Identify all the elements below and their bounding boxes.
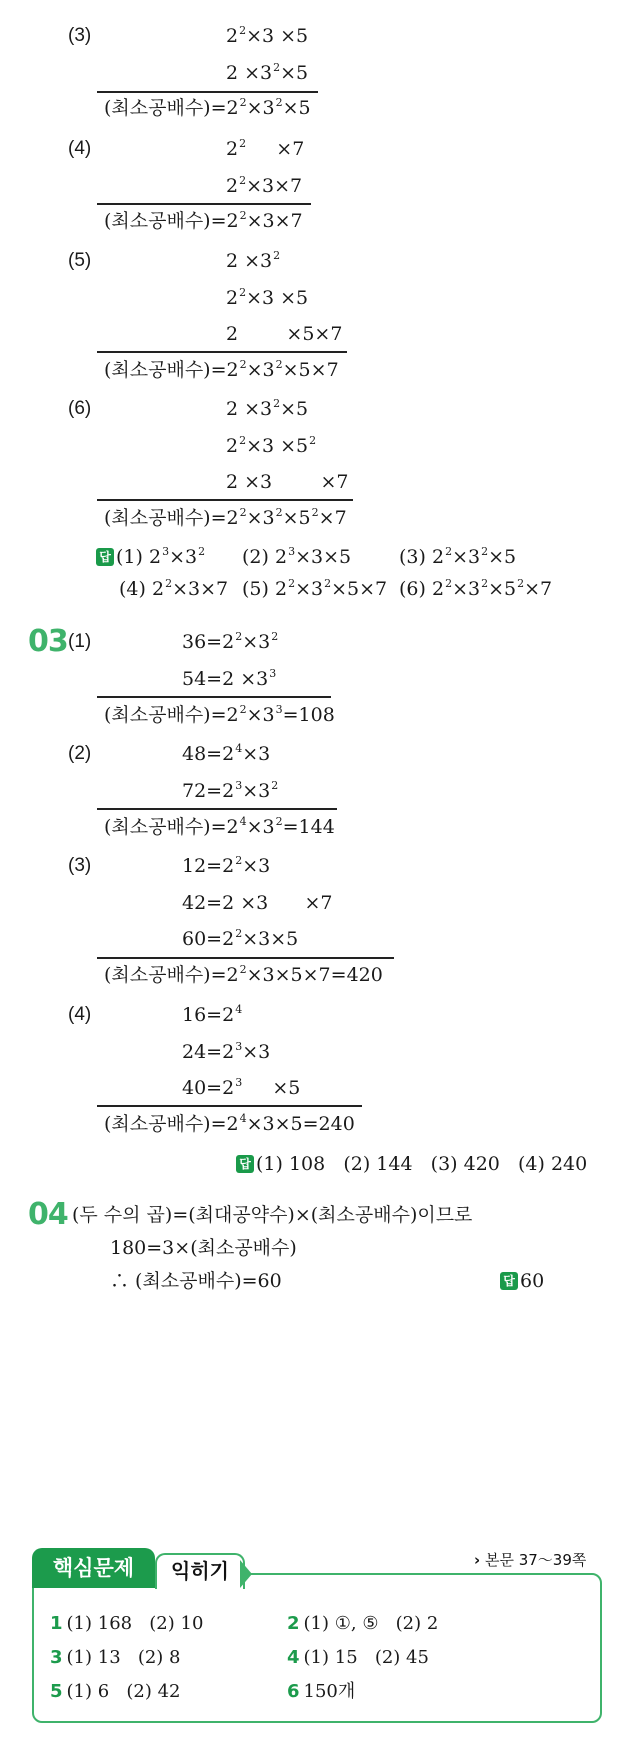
problem-number-03: 03 (28, 624, 68, 659)
factor-row: $24=2^3\times 3$ (182, 1040, 271, 1063)
factor-row: $54=2 \times 3^3$ (182, 667, 277, 690)
core-item-1: 1 (1) 168 (2) 10 (50, 1613, 204, 1634)
answer-badge: 답 (236, 1155, 254, 1173)
factor-row: 2 ×3 ×7 (226, 471, 349, 493)
problem-number-04: 04 (28, 1197, 68, 1232)
page-reference: › 본문 37～39쪽 (474, 1551, 587, 1569)
chevron-right-icon: › (474, 1551, 481, 1569)
tab-arrow-decoration (240, 1560, 252, 1588)
divider-line (97, 351, 347, 353)
part-4-label: (4) (68, 138, 92, 159)
divider-line (97, 957, 394, 959)
answer-row-03: 답 (1) 108 (2) 144 (3) 420 (4) 240 (236, 1152, 587, 1176)
factor-row: $72=2^3\times 3^2$ (182, 779, 279, 802)
answer-badge: 답 (500, 1272, 518, 1290)
lcm-result: (최소공배수)$=2^2\times 3^2\times 5\times 7$ (104, 358, 339, 381)
part-3-label: (3) (68, 25, 92, 46)
part-4-label: (4) (68, 1004, 92, 1025)
factor-row: $60=2^2\times 3\times 5$ (182, 927, 299, 950)
answer-row-02-c: (3) $2^2\times 3^2\times 5$ (399, 545, 517, 568)
answer-row-02-f: (6) $2^2\times 3^2\times 5^2\times 7$ (399, 577, 553, 600)
factor-row: $12=2^2\times 3$ (182, 854, 271, 877)
factor-row: 2 ×5×7 (226, 323, 343, 345)
part-2-label: (2) (68, 743, 92, 764)
answer-row-04: 답 60 (500, 1269, 544, 1293)
factor-row: $2^2\times 3\times 7$ (226, 174, 303, 197)
lcm-result: (최소공배수)$=2^2\times 3^3=108$ (104, 703, 335, 726)
factor-row: $2^2$ ×7 (226, 137, 305, 160)
factor-row: $48=2^4\times 3$ (182, 742, 271, 765)
factor-row: $2 \times 3^2\times 5$ (226, 61, 309, 84)
factor-row: $36=2^2\times 3^2$ (182, 630, 279, 653)
core-problems-tab: 핵심문제 (32, 1548, 155, 1588)
core-problems-subtab: 익히기 (155, 1553, 245, 1589)
problem-04-line-2: 180=3×(최소공배수) (110, 1237, 297, 1259)
divider-line (97, 91, 318, 93)
divider-line (97, 808, 337, 810)
lcm-result: (최소공배수)$=2^4\times 3\times 5=240$ (104, 1112, 355, 1135)
answer-row-02-e: (5) $2^2\times 3^2\times 5\times 7$ (242, 577, 388, 600)
divider-line (97, 696, 331, 698)
answer-row-02-b: (2) $2^3\times 3\times 5$ (242, 545, 352, 568)
problem-04-line-3: ∴ (최소공배수)=60 (110, 1270, 282, 1292)
lcm-result: (최소공배수)$=2^4\times 3^2=144$ (104, 815, 335, 838)
factor-row: 42=2 ×3 ×7 (182, 892, 333, 914)
factor-row: $2^2\times 3 \times 5^2$ (226, 434, 317, 457)
divider-line (97, 203, 311, 205)
lcm-result: (최소공배수)$=2^2\times 3^2\times 5$ (104, 96, 311, 119)
core-item-6: 6 150개 (287, 1681, 356, 1702)
answer-row-02-a: 답 (1) $2^3\times 3^2$ (96, 545, 205, 572)
part-3-label: (3) (68, 855, 92, 876)
core-item-2: 2 (1) ①, ⑤ (2) 2 (287, 1613, 439, 1634)
factor-row: $2 \times 3^2$ (226, 249, 281, 272)
answer-badge: 답 (96, 548, 114, 566)
divider-line (97, 1105, 362, 1107)
answer-row-02-d: (4) $2^2\times 3\times 7$ (119, 577, 229, 600)
lcm-result: (최소공배수)$=2^2\times 3\times 5\times 7=420$ (104, 963, 383, 986)
core-item-5: 5 (1) 6 (2) 42 (50, 1681, 181, 1702)
lcm-result: (최소공배수)$=2^2\times 3\times 7$ (104, 209, 303, 232)
divider-line (97, 499, 353, 501)
core-item-3: 3 (1) 13 (2) 8 (50, 1647, 181, 1668)
factor-row: $16=2^4$ (182, 1003, 243, 1026)
factor-row: $40=2^3$ ×5 (182, 1076, 301, 1099)
lcm-result: (최소공배수)$=2^2\times 3^2\times 5^2\times 7$ (104, 506, 347, 529)
part-5-label: (5) (68, 250, 92, 271)
factor-row: $2^2\times 3 \times 5$ (226, 24, 309, 47)
core-item-4: 4 (1) 15 (2) 45 (287, 1647, 429, 1668)
problem-04-line-1: (두 수의 곱)=(최대공약수)×(최소공배수)이므로 (72, 1204, 473, 1226)
factor-row: $2^2\times 3 \times 5$ (226, 286, 309, 309)
factor-row: $2 \times 3^2\times 5$ (226, 397, 309, 420)
part-6-label: (6) (68, 398, 92, 419)
part-1-label: (1) (68, 631, 92, 652)
